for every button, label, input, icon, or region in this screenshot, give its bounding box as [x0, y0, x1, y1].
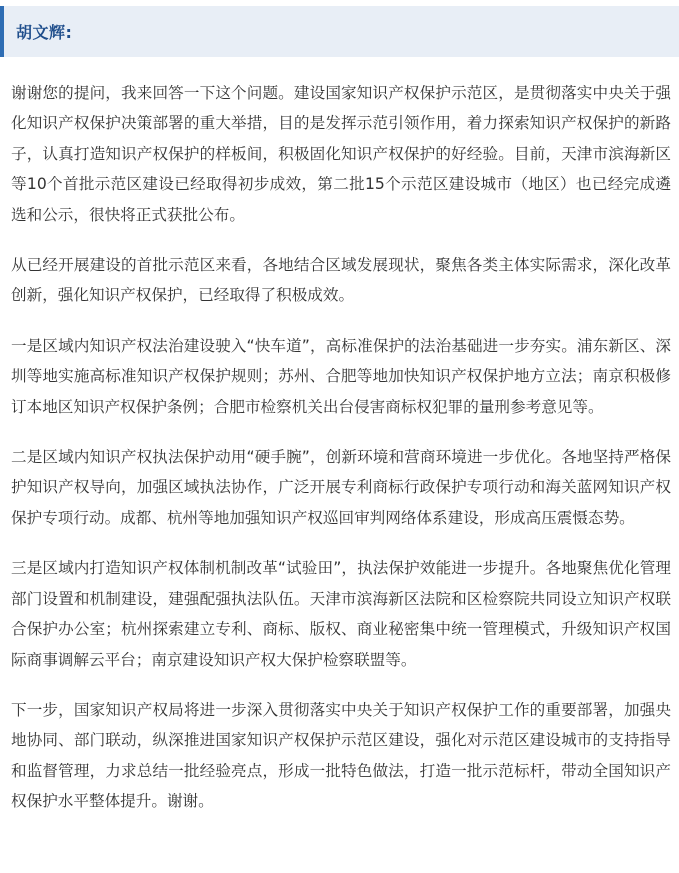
- paragraph-point-one: 一是区域内知识产权法治建设驶入“快车道”，高标准保护的法治基础进一步夯实。浦东新区、深圳等地实施高标准知识产权保护规则；苏州、合肥等地加快知识产权保护地方立法；南京积极修订本地区知识产权保护条例；合肥市检察机关出台侵害商标权犯罪的量刑参考意见等。: [11, 336, 671, 416]
- paragraph-overview: 从已经开展建设的首批示范区来看，各地结合区域发展现状，聚焦各类主体实际需求，深化改革创新，强化知识产权保护，已经取得了积极成效。: [11, 256, 671, 305]
- answer-body: [11, 78, 671, 837]
- speaker-name: 胡文辉:: [16, 23, 73, 42]
- speaker-header: [0, 6, 679, 57]
- paragraph-point-two: 二是区域内知识产权执法保护动用“硬手腕”，创新环境和营商环境进一步优化。各地坚持严格保护知识产权导向，加强区域执法协作，广泛开展专利商标行政保护专项行动和海关蓝网知识产权保护专项行动。成都、杭州等地加强知识产权巡回审判网络体系建设，形成高压震慑态势。: [11, 448, 671, 527]
- paragraph-intro: 谢谢您的提问，我来回答一下这个问题。建设国家知识产权保护示范区，是贯彻落实中央关于强化知识产权保护决策部署的重大举措，目的是发挥示范引领作用，着力探索知识产权保护的新路子，认真打造知识产权保护的样板间，积极固化知识产权保护的好经验。目前，天津市滨海新区等10个首批示范区建设已经取得初步成效，第二批15个示范区建设城市（地区）也已经完成遴选和公示，很快将正式获批公布。: [11, 84, 671, 224]
- paragraph-next-steps: 下一步，国家知识产权局将进一步深入贯彻落实中央关于知识产权保护工作的重要部署，加强央地协同、部门联动，纵深推进国家知识产权保护示范区建设，强化对示范区建设城市的支持指导和监督管理，力求总结一批经验亮点，形成一批特色做法，打造一批示范标杆，带动全国知识产权保护水平整体提升。谢谢。: [11, 700, 671, 811]
- paragraph-point-three: 三是区域内打造知识产权体制机制改革“试验田”，执法保护效能进一步提升。各地聚焦优化管理部门设置和机制建设，建强配强执法队伍。天津市滨海新区法院和区检察院共同设立知识产权联合保护办公室；杭州探索建立专利、商标、版权、商业秘密集中统一管理模式，升级知识产权国际商事调解云平台；南京建设知识产权大保护检察联盟等。: [11, 559, 671, 669]
